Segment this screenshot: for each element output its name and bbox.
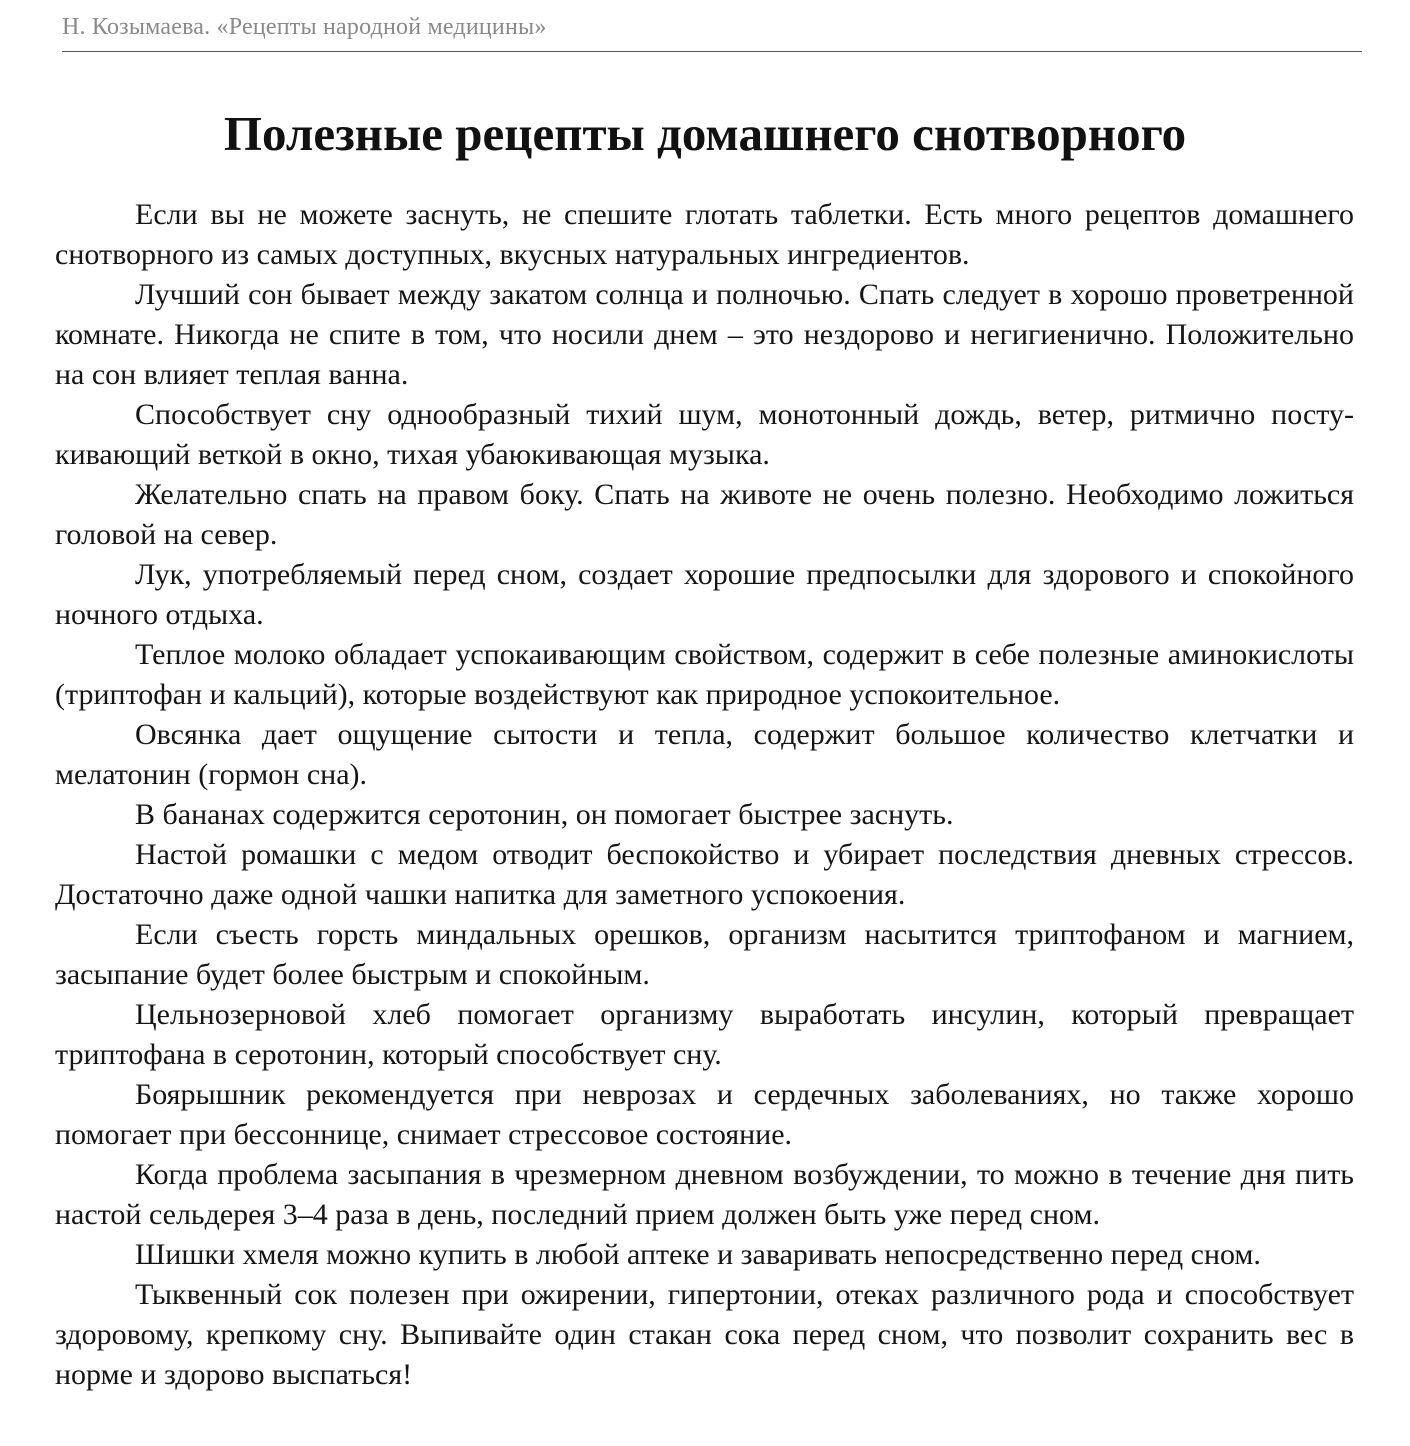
running-header: [62, 12, 1362, 52]
paragraph: Способствует сну однообразный тихий шум, монотонный дождь, ветер, ритмично постукивающий веткой в окно, тихая убаюкивающая музыка.: [55, 398, 1354, 471]
paragraph: Лук, употребляемый перед сном, создает хорошие предпосылки для здорового и спокойного ночного отдыха.: [55, 558, 1354, 631]
paragraph: Лучший сон бывает между закатом солнца и полночью. Спать следует в хорошо проветренной комнате. Никогда не спите в том, что носили днем – это нездорово и негигиенично. Положительно на сон влияет теплая ванна.: [55, 278, 1354, 391]
paragraph: Шишки хмеля можно купить в любой аптеке и заваривать непосредственно перед сном.: [135, 1238, 1261, 1271]
paragraph: Теплое молоко обладает успокаивающим свойством, содержит в себе полезные аминокислоты (триптофан и кальций), которые воздействуют как природное успокоительное.: [55, 638, 1354, 711]
paragraph: Боярышник рекомендуется при неврозах и сердечных заболеваниях, но также хорошо помогает при бессоннице, снимает стрессовое состояние.: [55, 1078, 1354, 1151]
running-header-text: Н. Козымаева. «Рецепты народной медицины»: [62, 14, 547, 40]
paragraph: Если съесть горсть миндальных орешков, организм насытится триптофаном и магнием, засыпание будет более быстрым и спокойным.: [55, 918, 1354, 991]
article-body: [55, 195, 1354, 1395]
paragraph: Желательно спать на правом боку. Спать на животе не очень полезно. Необходимо ложиться головой на север.: [55, 478, 1354, 551]
paragraph: Если вы не можете заснуть, не спешите глотать таблетки. Есть много рецептов домашнего снотворного из самых доступных, вкусных натуральных ингредиентов.: [55, 198, 1354, 271]
paragraph: В бананах содержится серотонин, он помогает быстрее заснуть.: [135, 798, 954, 831]
paragraph: Тыквенный сок полезен при ожирении, гипертонии, отеках различного рода и способствует здоровому, крепкому сну. Выпивайте один стакан сока перед сном, что позволит сохранить вес в норме и здорово выспаться!: [55, 1278, 1354, 1391]
paragraph: Когда проблема засыпания в чрезмерном дневном возбуждении, то можно в течение дня пить настой сельдерея 3–4 раза в день, последний прием должен быть уже перед сном.: [55, 1158, 1354, 1231]
paragraph: Цельнозерновой хлеб помогает организму выработать инсулин, который превращает триптофана в серотонин, который способствует сну.: [55, 998, 1354, 1071]
page-title: Полезные рецепты домашнего снотворного: [223, 106, 1187, 161]
paragraph: Овсянка дает ощущение сытости и тепла, содержит большое количество клетчатки и мелатонин (гормон сна).: [55, 718, 1354, 791]
paragraph: Настой ромашки с медом отводит беспокойство и убирает последствия дневных стрессов. Достаточно даже одной чашки напитка для заметного успокоения.: [55, 838, 1354, 911]
